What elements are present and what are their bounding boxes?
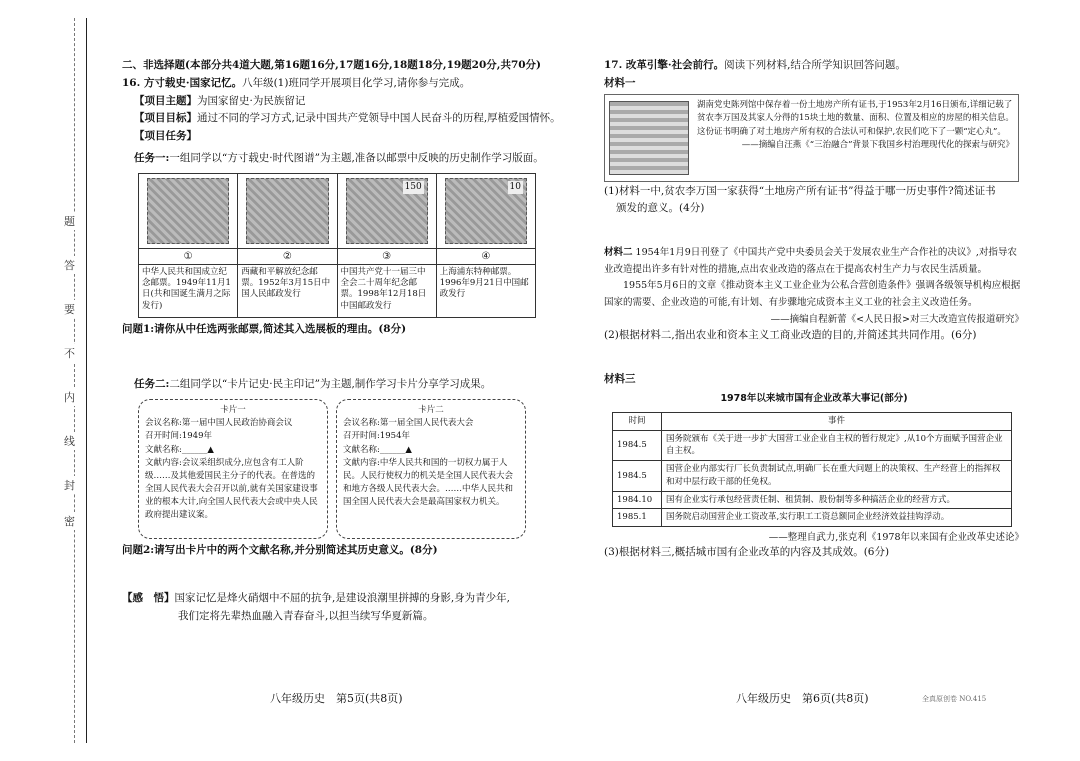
stamp-caption: 西藏和平解放纪念邮票。1952年3月15日中国人民邮政发行 xyxy=(241,266,331,300)
stamp-number: ② xyxy=(238,248,336,265)
stamp-caption: 上海浦东特种邮票。1996年9月21日中国邮政发行 xyxy=(439,266,529,300)
page-6 xyxy=(604,58,1024,563)
table-cell-event: 国务院颁布《关于进一步扩大国营工业企业自主权的暂行规定》,从10个方面赋予国营企业自主权。 xyxy=(662,430,1012,461)
stamp-value: 10 xyxy=(508,181,523,195)
task1-text: 一组同学以“方寸载史·时代图谱”为主题,准备以邮票中反映的历史制作学习版面。 xyxy=(169,151,544,164)
stamp-image xyxy=(246,178,328,244)
question-17-1a: (1)材料一中,贫农李万国一家获得“土地房产所有证书”得益于哪一历史事件?简述证书 xyxy=(604,184,996,197)
goal-text: 通过不同的学习方式,记录中国共产党领导中国人民奋斗的历程,厚植爱国情怀。 xyxy=(197,112,561,125)
certificate-image xyxy=(609,101,689,175)
card-meeting: 会议名称:第一届全国人民代表大会 xyxy=(343,418,474,429)
stamp-image xyxy=(445,178,527,244)
material-2-label: 材料二 xyxy=(604,247,633,258)
reform-table xyxy=(612,412,1012,527)
material-1-source: ——摘编自汪燕《“三治融合”背景下我国乡村治理现代化的探索与研究》 xyxy=(741,140,1014,151)
cards xyxy=(138,399,547,539)
binding-char: 要 xyxy=(64,300,75,318)
binding-char: 线 xyxy=(64,432,75,450)
stamp-number: ③ xyxy=(338,248,436,265)
table-header: 时间 xyxy=(613,412,662,430)
section-header: 二、非选择题(本部分共4道大题,第16题16分,17题16分,18题18分,19题20分,共70分) xyxy=(122,59,542,71)
material-2 xyxy=(604,245,1024,328)
card-2 xyxy=(336,399,526,539)
table-row xyxy=(613,509,1012,527)
project-theme xyxy=(122,94,547,110)
table-cell-time: 1984.10 xyxy=(613,491,662,509)
task1-title: 任务一: xyxy=(134,151,170,164)
table-row xyxy=(613,461,1012,492)
page-5 xyxy=(122,58,561,626)
question-17-3: (3)根据材料三,概括城市国有企业改革的内容及其成效。(6分) xyxy=(604,546,890,559)
table-cell-time: 1984.5 xyxy=(613,430,662,461)
theme-text: 为国家留史·为民族留记 xyxy=(197,94,306,107)
stamp-4 xyxy=(437,174,535,317)
material-2-para-2: 1955年5月6日的文章《推动资本主义工业企业为公私合营创造条件》强调各级领导机构应根据国家的需要、企业改造的可能,有计划、有步骤地完成资本主义工业的社会主义改造任务。 xyxy=(604,280,1021,308)
card-title: 卡片二 xyxy=(418,405,444,415)
material-3-source: ——整理自武力,张克利《1978年以来国有企业改革史述论》 xyxy=(768,532,1024,544)
binding-char: 题 xyxy=(64,212,75,230)
project-goal xyxy=(122,111,561,127)
stamp-table xyxy=(138,173,536,318)
binding-char: 封 xyxy=(64,476,75,494)
q17-title: 17. 改革引擎·社会前行。 xyxy=(604,59,725,71)
stamp-image xyxy=(147,178,229,244)
table-cell-event: 国务院启动国营企业工资改革,实行职工工资总额同企业经济效益挂钩浮动。 xyxy=(662,509,1012,527)
reflection-label: 【感 悟】 xyxy=(122,591,175,604)
q16-title: 16. 方寸载史·国家记忆。 xyxy=(122,76,243,89)
binding-margin xyxy=(0,0,108,761)
task2-title: 任务二: xyxy=(134,378,170,391)
binding-char: 答 xyxy=(64,256,75,274)
task2-text: 二组同学以“卡片记史·民主印记”为主题,制作学习卡片分享学习成果。 xyxy=(169,378,492,391)
material-2-source: ——摘编自程新蕾《<人民日报>对三大改造宣传报道研究》 xyxy=(770,313,1024,325)
goal-label: 【项目目标】 xyxy=(134,112,197,125)
card-doc: 文献名称:______▲ xyxy=(145,444,214,455)
binding-char: 密 xyxy=(64,512,75,530)
card-time: 召开时间:1949年 xyxy=(145,431,212,442)
task1 xyxy=(122,151,547,167)
q16-intro: 八年级(1)班同学开展项目化学习,请你参与完成。 xyxy=(242,76,471,89)
binding-solid-line xyxy=(86,18,87,743)
page-6-footer: 八年级历史 第6页(共8页) xyxy=(736,692,869,705)
reflection-text-2: 我们定将先辈热血融入青春奋斗,以担当续写华夏新篇。 xyxy=(178,609,434,622)
question-17-2: (2)根据材料二,指出农业和资本主义工商业改造的目的,并简述其共同作用。(6分) xyxy=(604,329,977,342)
binding-char: 不 xyxy=(64,344,75,362)
material-2-para-1: 1954年1月9日刊登了《中国共产党中央委员会关于发展农业生产合作社的决议》,对指导农业改造提出许多有针对性的措施,点出农业改造的落点在于提高农村生产力与农民生活质量。 xyxy=(604,247,1017,275)
card-meeting: 会议名称:第一届中国人民政治协商会议 xyxy=(145,418,293,429)
material-1-box xyxy=(604,94,1019,182)
stamp-2 xyxy=(238,174,337,317)
card-doc: 文献名称:______▲ xyxy=(343,444,412,455)
table-cell-event: 国营企业内部实行厂长负责制试点,明确厂长在重大问题上的决策权、生产经营上的指挥权和对中层行政干部的任免权。 xyxy=(662,461,1012,492)
stamp-image xyxy=(346,178,428,244)
material-1-label: 材料一 xyxy=(604,76,636,89)
material-3-label: 材料三 xyxy=(604,372,636,385)
q17-intro: 阅读下列材料,结合所学知识回答问题。 xyxy=(724,59,906,71)
card-content: 文献内容:会议采组织成分,应包含有工人阶级……及其他爱国民主分子的代表。在普选的全国人民代表大会召开以前,就有关国家建设事业的根本大计,向全国人民代表大会或中央人民政府提出建议案。 xyxy=(145,457,318,521)
table-cell-time: 1985.1 xyxy=(613,509,662,527)
table-header-row xyxy=(613,412,1012,430)
material-1-text: 湖南党史陈列馆中保存着一份土地房产所有证书,于1953年2月16日颁布,详细记载了贫农李万国及其家人分得的15块土地的数量、面积、位置及相应的房屋的相关信息。这份证书明确了对土地房产所有权的合法认可和保护,农民们吃下了一颗“定心丸”。 xyxy=(697,99,1014,137)
question-2: 问题2:请写出卡片中的两个文献名称,并分别简述其历史意义。(8分) xyxy=(122,544,438,556)
q17-heading xyxy=(604,58,1024,74)
theme-label: 【项目主题】 xyxy=(134,94,197,107)
question-17-1b: 颁发的意义。(4分) xyxy=(616,202,705,215)
stamp-number: ④ xyxy=(437,248,535,265)
stamp-3 xyxy=(338,174,437,317)
reflection xyxy=(122,591,547,607)
stamp-caption: 中华人民共和国成立纪念邮票。1949年11月1日(共和国诞生满月之际发行) xyxy=(142,266,231,311)
q16-heading xyxy=(122,76,547,92)
stamp-1 xyxy=(139,174,238,317)
binding-char: 内 xyxy=(64,388,75,406)
card-time: 召开时间:1954年 xyxy=(343,431,410,442)
card-1 xyxy=(138,399,328,539)
task2 xyxy=(122,377,547,393)
table-header: 事件 xyxy=(662,412,1012,430)
table-title: 1978年以来城市国有企业改革大事记(部分) xyxy=(720,392,908,404)
task-label: 【项目任务】 xyxy=(134,130,197,142)
table-cell-time: 1984.5 xyxy=(613,461,662,492)
table-row xyxy=(613,491,1012,509)
card-title: 卡片一 xyxy=(220,405,246,415)
reflection-text-1: 国家记忆是烽火硝烟中不屈的抗争,是建设浪潮里拼搏的身影,身为青少年, xyxy=(174,591,511,604)
page-5-footer: 八年级历史 第5页(共8页) xyxy=(270,692,403,705)
footer-mark: 全真原创卷 NO.415 xyxy=(922,695,987,703)
table-cell-event: 国有企业实行承包经营责任制、租赁制、股份制等多种搞活企业的经营方式。 xyxy=(662,491,1012,509)
card-content: 文献内容:中华人民共和国的一切权力属于人民。人民行使权力的机关是全国人民代表大会和地方各级人民代表大会。……中华人民共和国全国人民代表大会是最高国家权力机关。 xyxy=(343,457,514,508)
stamp-number: ① xyxy=(139,248,237,265)
question-1: 问题1:请你从中任选两张邮票,简述其入选展板的理由。(8分) xyxy=(122,322,407,335)
binding-dashed-line xyxy=(74,18,75,743)
stamp-caption: 中国共产党十一届三中全会二十周年纪念邮票。1998年12月18日中国邮政发行 xyxy=(340,266,427,311)
stamp-value: 150 xyxy=(403,181,424,195)
table-row xyxy=(613,430,1012,461)
